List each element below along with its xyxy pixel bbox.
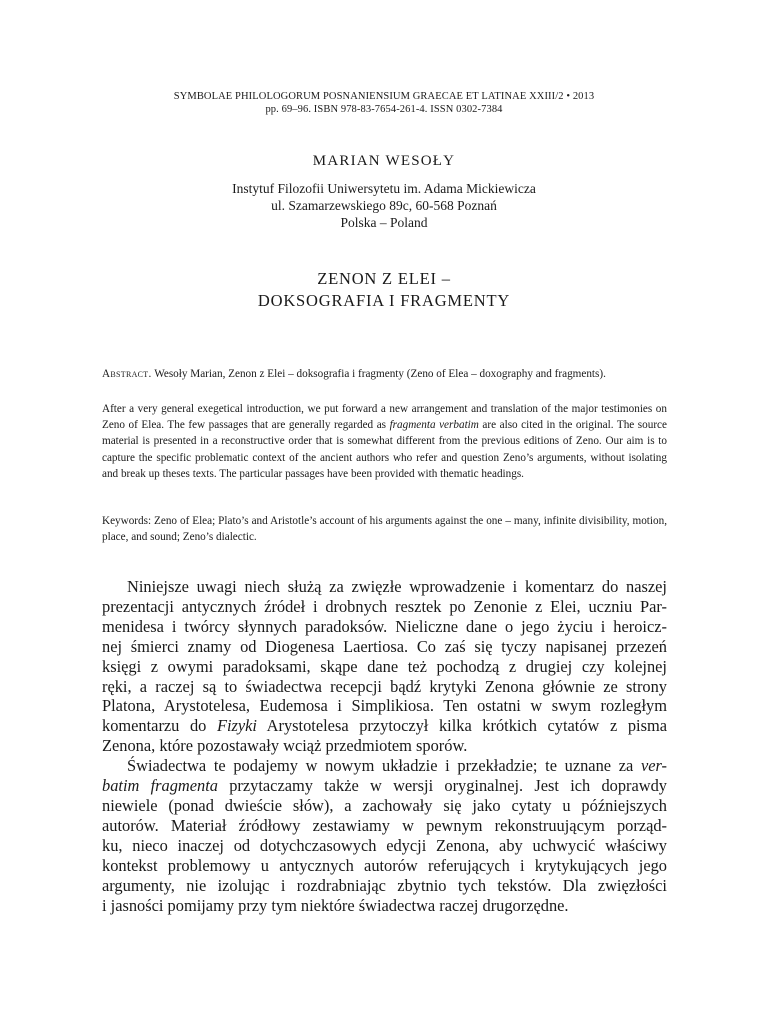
body-line: autorów. Materiał źródłowy zestawiamy w pewnym rekonstruującym porząd- xyxy=(102,815,667,835)
body-italic-verbatim-2: batim fragmenta xyxy=(102,776,218,796)
affiliation-country: Polska – Poland xyxy=(340,215,428,230)
paper-title xyxy=(0,268,768,312)
body-line: ku, nieco inaczej od dotychczasowych edycji Zenona, aby uchwycić właściwy xyxy=(102,835,667,855)
body-line: nej śmierci znamy od Diogenesa Laertiosa. Co zaś się tyczy napisanej przezeń xyxy=(102,636,667,656)
author-name: MARIAN WESOŁY xyxy=(312,153,456,169)
body-line: Niniejsze uwagi niech służą za zwięzłe wprowadzenie i komentarz do naszej xyxy=(127,577,667,596)
abstract-text-part-1: After a very general exegetical introduction, we put forward a new arrangement and translation of the major testimonies on Zeno of Elea. The few passages that are generally regarded as xyxy=(102,403,667,432)
body-line: i jasności pomijamy przy tym niektóre świadectwa raczej drugorzędne. xyxy=(102,895,569,915)
abstract-citation xyxy=(102,366,667,382)
body-line xyxy=(102,776,667,796)
body-line: niewiele (ponad dwieście słów), a zachowały się jako cytaty u późniejszych xyxy=(102,795,667,815)
affiliation-address: ul. Szamarzewskiego 89c, 60-568 Poznań xyxy=(271,198,497,213)
abstract-citation-text: Wesoły Marian, Zenon z Elei – doksografia i fragmenty (Zeno of Elea – doxography and fragments). xyxy=(151,368,606,380)
body-line: kontekst problemowy u antycznych autorów referujących i krytykujących jego xyxy=(102,855,667,875)
body-paragraph-2 xyxy=(102,756,667,915)
journal-title-line: SYMBOLAE PHILOLOGORUM POSNANIENSIUM GRAECAE ET LATINAE XXIII/2 • 2013 xyxy=(173,91,595,102)
body-line: argumenty, nie izolując i rozdrabniając zbytnio tych tekstów. Dla zwięzłości xyxy=(102,875,667,895)
body-line: księgi z owymi paradoksami, skąpe dane też pochodzą z drugiej czy kolejnej xyxy=(102,656,667,676)
author-affiliation xyxy=(0,180,768,231)
body-line: Zenona, które pozostawały wciąż przedmiotem sporów. xyxy=(102,736,468,756)
body-line: prezentacji antycznych źródeł i drobnych resztek po Zenonie z Elei, uczniu Par- xyxy=(102,596,667,616)
body-text-segment: przytaczamy także w wersji oryginalnej. Jest ich doprawdy xyxy=(217,776,668,796)
body-text-segment: Arystotelesa przytoczył kilka krótkich cytatów z pisma xyxy=(257,716,667,736)
abstract-text-part-2: are also cited in the original. The source material is presented in a reconstructive order that is somewhat different from the previous editions of Zeno. Our aim is to capture the specific problematic context of the ancient authors who refer and question Zeno’s arguments, without isolating and break up theses texts. The particular passages have been provided with thematic headings. xyxy=(102,419,667,480)
body-italic-verbatim-1: ver- xyxy=(640,756,667,776)
paper-title-line-1: ZENON Z ELEI – xyxy=(317,269,451,288)
abstract-text xyxy=(102,401,667,482)
journal-header xyxy=(0,90,768,116)
affiliation-institute: Instytuf Filozofii Uniwersytetu im. Adama Mickiewicza xyxy=(232,181,536,196)
abstract-text-italic: fragmenta verbatim xyxy=(389,419,479,432)
body-line: Platona, Arystotelesa, Eudemosa i Simplikiosa. Ten ostatni w swym rozległym xyxy=(102,696,667,716)
body-line xyxy=(102,756,667,776)
body-text-segment: Świadectwa te podajemy w nowym układzie i przekładzie; te uznane za xyxy=(127,756,641,776)
journal-isbn-line: pp. 69–96. ISBN 978-83-7654-261-4. ISSN 0302-7384 xyxy=(265,104,503,115)
body-paragraph-1 xyxy=(102,577,667,756)
body-line xyxy=(102,716,667,736)
body-line: menidesa i twórcy słynnych paradoksów. Nieliczne dane o jego życiu i heroicz- xyxy=(102,616,667,636)
abstract-label: Abstract. xyxy=(102,368,152,380)
body-italic-fizyki: Fizyki xyxy=(216,716,257,736)
keywords: Keywords: Zeno of Elea; Plato’s and Aristotle’s account of his arguments against the one – many, infinite divisibility, motion, place, and sound; Zeno’s dialectic. xyxy=(102,515,667,544)
body-text xyxy=(102,577,667,915)
paper-title-line-2: DOKSOGRAFIA I FRAGMENTY xyxy=(257,291,511,310)
body-text-segment: komentarzu do xyxy=(102,716,217,736)
body-line: ręki, a raczej są to świadectwa recepcji bądź krytyki Zenona głównie ze strony xyxy=(102,676,667,696)
